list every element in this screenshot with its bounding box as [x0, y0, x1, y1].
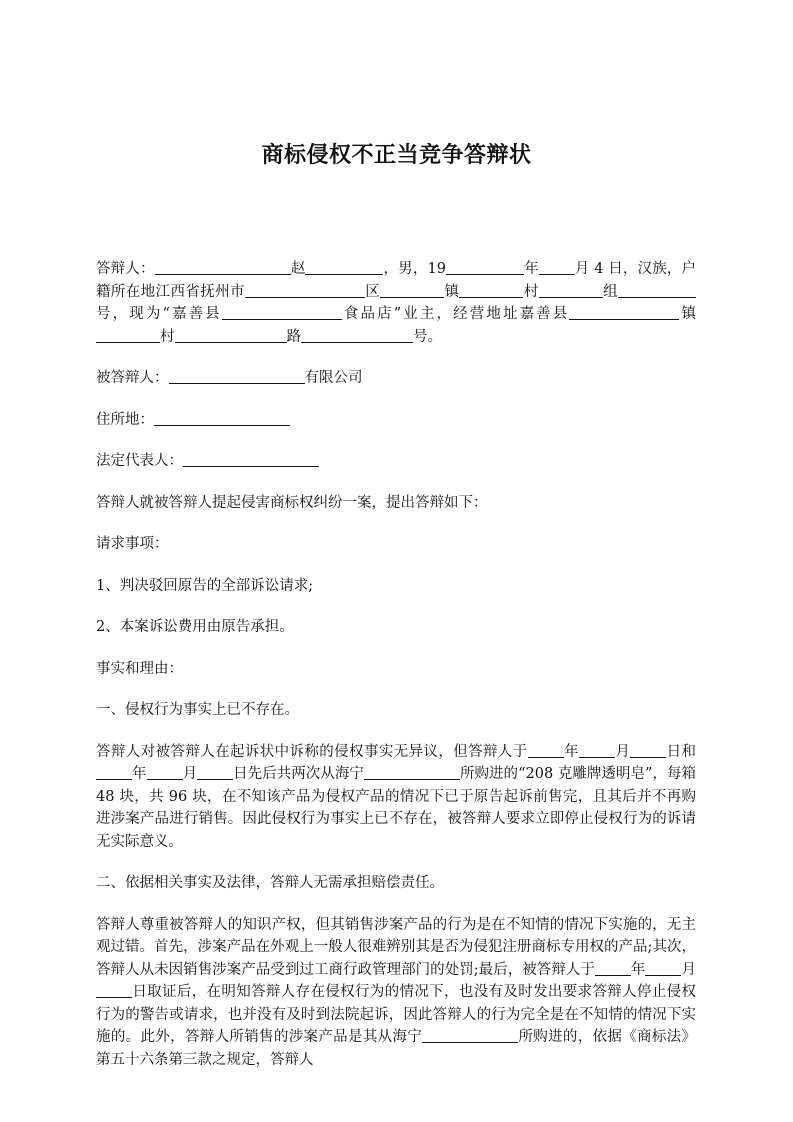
text-fragment: 区	[364, 283, 381, 300]
blank-field	[569, 304, 601, 320]
text-fragment: 镇	[679, 306, 697, 322]
blank-field	[169, 368, 305, 384]
section-2-paragraph	[96, 914, 696, 1072]
text-fragment: 赵	[290, 261, 306, 277]
address-line	[96, 409, 696, 432]
respondent-paragraph	[96, 258, 696, 348]
legal-rep-line	[96, 450, 696, 473]
section-2-heading: 二、依据相关事实及法律，答辩人无需承担赔偿责任。	[96, 875, 444, 891]
section-1-heading: 一、侵权行为事实上已不存在。	[96, 702, 299, 718]
text-fragment: 日取证后，在明知答辩人存在侵权行为的情况下，也没有及时发出要求答辩人停止侵权行为的警告或请求，也并没有及时到法院起诉，因此答辩人的行为完全是在不知情的情况下实施的。此外，答辩人所销售的涉案产品是其从海宁	[96, 984, 696, 1045]
blank-field	[459, 282, 523, 298]
blank-field	[364, 764, 460, 780]
blank-field	[96, 764, 132, 780]
blank-field	[175, 327, 287, 343]
text-fragment: 答辩人对被答辩人在起诉状中诉称的侵权事实无异议，但答辩人于	[96, 743, 528, 760]
text-fragment: 年	[630, 961, 646, 978]
text-fragment: 所购进的，依据《商标法》第五十六条第三款之规定，答辩人	[96, 1029, 697, 1068]
blank-field	[183, 451, 319, 467]
text-fragment: ，男，19	[383, 261, 446, 277]
text-fragment: 路	[286, 328, 301, 345]
blank-field	[446, 259, 524, 275]
blank-field	[155, 259, 291, 275]
blank-field	[245, 282, 365, 298]
document-title: 商标侵权不正当竞争答辩状	[261, 143, 532, 168]
blank-field	[595, 960, 631, 976]
text-fragment: 组	[602, 283, 619, 300]
text-fragment: 月 4 日，汉族，户籍所在地江西省抚州市	[96, 261, 697, 300]
blank-field	[601, 304, 679, 320]
document-body	[96, 258, 696, 1090]
blank-field	[618, 282, 696, 298]
section-1-paragraph	[96, 741, 696, 854]
blank-field	[539, 259, 575, 275]
requests-heading: 请求事项：	[96, 536, 169, 552]
claimant-line	[96, 367, 696, 390]
text-fragment: 镇	[444, 283, 460, 300]
blank-field	[96, 327, 160, 343]
text-fragment: 村	[523, 283, 539, 300]
legal-rep-label: 法定代表人：	[96, 453, 183, 469]
claimant-suffix: 有限公司	[304, 370, 363, 386]
blank-field	[422, 1027, 518, 1043]
text-fragment: 日和	[666, 743, 697, 760]
text-fragment: 年	[132, 766, 147, 782]
blank-field	[222, 304, 342, 320]
intro-paragraph: 答辩人就被答辩人提起侵害商标权纠纷一案，提出答辩如下：	[96, 494, 488, 511]
facts-heading: 事实和理由：	[96, 660, 183, 677]
blank-field	[305, 259, 383, 275]
blank-field	[197, 764, 233, 780]
address-label: 住所地：	[96, 411, 154, 428]
text-fragment: 答辩人尊重被答辩人的知识产权，但其销售涉案产品的行为是在不知情的情况下实施的，无主观过错。首先，涉案产品在外观上一般人很难辨别其是否为侵犯注册商标专用权的产品;其次，答辩人从未因销售涉案产品受到过工商行政管理部门的处罚;最后，被答辩人于	[96, 916, 696, 978]
blank-field	[380, 282, 444, 298]
blank-field	[301, 327, 413, 343]
request-item-2: 2、本案诉讼费用由原告承担。	[96, 619, 294, 635]
blank-field	[96, 982, 132, 998]
request-item-1: 1、判决驳回原告的全部诉讼请求;	[96, 577, 314, 594]
text-fragment: 月	[614, 743, 631, 760]
text-fragment: 号，现为“嘉善县	[96, 306, 222, 322]
blank-field	[154, 410, 290, 426]
text-fragment: 日先后共两次从海宁	[233, 766, 364, 782]
blank-field	[539, 282, 603, 298]
blank-field	[528, 742, 564, 758]
blank-field	[579, 742, 615, 758]
respondent-label: 答辩人：	[96, 261, 155, 277]
text-fragment: 所购进的“208 克雕牌透明皂”，每箱 48 块，共 96 块，在不知该产品为侵权产品的情况下已于原告起诉前售完，且其后并不再购进涉案产品进行销售。因此侵权行为事实上已不存在，被答辩人要求立即停止侵权行为的诉请无实际意义。	[96, 766, 696, 850]
blank-field	[645, 960, 681, 976]
text-fragment: 年	[523, 261, 539, 277]
text-fragment: 年	[563, 743, 579, 760]
text-fragment: 月	[681, 961, 696, 978]
text-fragment: 食品店”业主，经营地址嘉善县	[341, 306, 570, 322]
blank-field	[630, 742, 666, 758]
claimant-label: 被答辩人：	[96, 370, 169, 386]
text-fragment: 月	[182, 766, 198, 782]
text-fragment: 村	[160, 328, 175, 345]
blank-field	[147, 764, 183, 780]
text-fragment: 号。	[413, 328, 442, 345]
